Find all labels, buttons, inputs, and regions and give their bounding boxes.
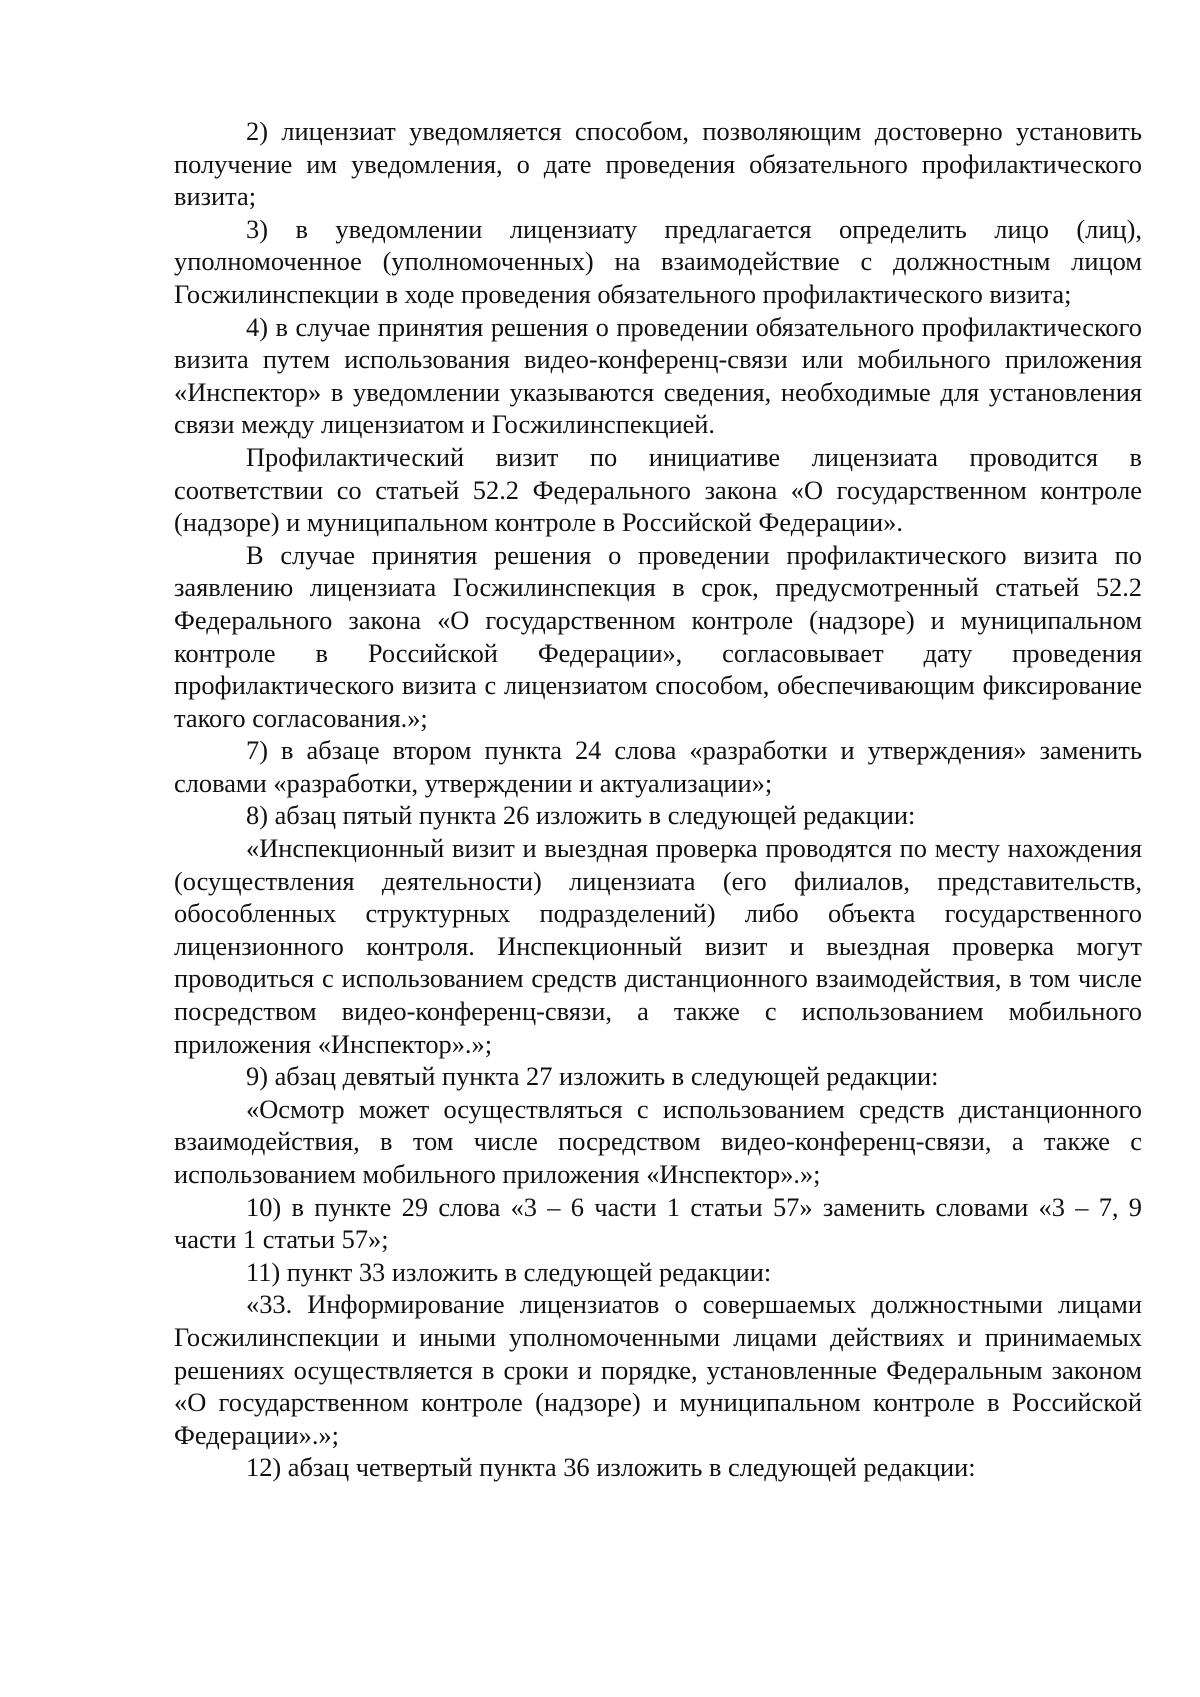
paragraph-item-12: 12) абзац четвертый пункта 36 изложить в следующей редакции:: [246, 1452, 976, 1483]
paragraph-item-4: 4) в случае принятия решения о проведении обязательного профилактического визита путем использования видео-конференц-связи или мобильного приложения «Инспектор» в уведомлении указываются сведения, необходимые для установления связи между лицензиатом и Госжилинспекцией.: [174, 311, 1142, 440]
paragraph-visit-approval: В случае принятия решения о проведении профилактического визита по заявлению лицензиата Госжилинспекция в срок, предусмотренный статьей 52.2 Федерального закона «О государственном контроле (надзоре) и муниципальном контроле в Российской Федерации», согласовывает дату проведения профилактического визита с лицензиатом способом, обеспечивающим фиксирование такого согласования.»;: [174, 539, 1142, 733]
paragraph-item-2: 2) лицензиат уведомляется способом, позволяющим достоверно установить получение им уведомления, о дате проведения обязательного профилактического визита;: [174, 116, 1142, 212]
paragraph-inspection-visit: «Инспекционный визит и выездная проверка проводятся по месту нахождения (осуществления деятельности) лицензиата (его филиалов, представительств, обособленных структурных подразделений) либо объекта государственного лицензионного контроля. Инспекционный визит и выездная проверка могут проводиться с использованием средств дистанционного взаимодействия, в том числе посредством видео-конференц-связи, а также с использованием мобильного приложения «Инспектор».»;: [174, 833, 1142, 1059]
paragraph-inspection: «Осмотр может осуществляться с использованием средств дистанционного взаимодействия, в том числе посредством видео-конференц-связи, а также с использованием мобильного приложения «Инспектор».»;: [174, 1093, 1142, 1189]
paragraph-item-9: 9) абзац девятый пункта 27 изложить в следующей редакции:: [246, 1061, 939, 1092]
document-body: [174, 115, 1142, 1484]
paragraph-item-8: 8) абзац пятый пункта 26 изложить в следующей редакции:: [246, 800, 916, 831]
paragraph-item-10: 10) в пункте 29 слова «3 – 6 части 1 статьи 57» заменить словами «3 – 7, 9 части 1 статьи 57»;: [174, 1191, 1142, 1255]
paragraph-item-11: 11) пункт 33 изложить в следующей редакции:: [246, 1256, 772, 1287]
paragraph-preventive-visit: Профилактический визит по инициативе лицензиата проводится в соответствии со статьей 52.2 Федерального закона «О государственном контроле (надзоре) и муниципальном контроле в Российской Федерации».: [174, 441, 1142, 538]
paragraph-item-7: 7) в абзаце втором пункта 24 слова «разработки и утверждения» заменить словами «разработки, утверждении и актуализации»;: [174, 735, 1142, 798]
paragraph-item-3: 3) в уведомлении лицензиату предлагается определить лицо (лиц), уполномоченное (уполномоченных) на взаимодействие с должностным лицом Госжилинспекции в ходе проведения обязательного профилактического визита;: [174, 213, 1142, 309]
paragraph-item-33: «33. Информирование лицензиатов о совершаемых должностными лицами Госжилинспекции и иными уполномоченными лицами действиях и принимаемых решениях осуществляется в сроки и порядке, установленные Федеральным законом «О государственном контроле (надзоре) и муниципальном контроле в Российской Федерации».»;: [174, 1289, 1142, 1450]
